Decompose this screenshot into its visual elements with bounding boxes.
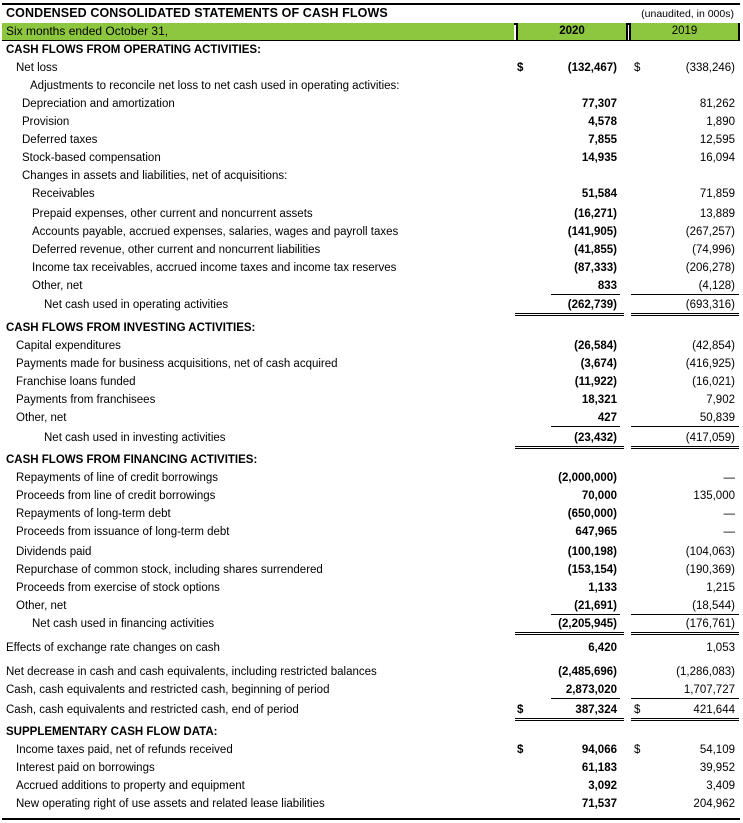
value-2019: 135,000 <box>693 490 735 502</box>
value-2019: 7,902 <box>706 394 735 406</box>
line-item-label: Depreciation and amortization <box>22 98 175 110</box>
line-item-row <box>0 185 743 203</box>
currency-symbol-2019: $ <box>634 744 641 756</box>
value-2019: 54,109 <box>699 744 735 756</box>
value-2019: (4,128) <box>698 280 735 292</box>
line-item-row <box>0 663 743 681</box>
line-item-label: New operating right of use assets and related lease liabilities <box>16 798 325 810</box>
line-item-row <box>0 337 743 355</box>
currency-symbol-2020: $ <box>517 704 524 716</box>
line-item-row <box>0 113 743 131</box>
value-2020: 387,324 <box>575 704 617 716</box>
line-item-row <box>0 561 743 579</box>
value-2019: 16,094 <box>699 152 735 164</box>
value-2020: (2,485,696) <box>558 666 617 678</box>
line-item-row <box>0 131 743 149</box>
value-2020: (141,905) <box>567 226 617 238</box>
period-label: Six months ended October 31, <box>6 24 169 38</box>
value-2020: 18,321 <box>581 394 617 406</box>
value-2020: (262,739) <box>567 299 617 311</box>
line-item-row <box>0 795 743 813</box>
line-item-label: Repayments of long-term debt <box>16 508 171 520</box>
line-item-row <box>0 277 743 295</box>
value-2019: (176,761) <box>685 618 735 630</box>
line-item-label: Payments from franchisees <box>16 394 156 406</box>
value-2019: — <box>723 472 735 484</box>
value-2019: (206,278) <box>685 262 735 274</box>
line-item-label: Deferred revenue, other current and noncurrent liabilities <box>32 244 321 256</box>
value-2020: (2,205,945) <box>558 618 617 630</box>
value-2020: (21,691) <box>574 600 617 612</box>
period-header <box>2 23 514 40</box>
total-double-rule-2019 <box>631 632 739 635</box>
line-item-row <box>0 59 743 77</box>
line-item-row <box>0 681 743 699</box>
value-2020: 3,092 <box>588 780 617 792</box>
total-double-rule-2020 <box>515 446 624 449</box>
value-2020: (132,467) <box>567 62 617 74</box>
line-item-row <box>0 391 743 409</box>
subtotal-rule-2019 <box>631 426 739 427</box>
section-heading-row <box>0 319 743 337</box>
line-item-label: Changes in assets and liabilities, net of acquisitions: <box>22 170 288 182</box>
section-heading-row <box>0 451 743 469</box>
subtotal-rule-2019 <box>631 698 739 699</box>
value-2020: 1,133 <box>588 582 617 594</box>
value-2019: 81,262 <box>699 98 735 110</box>
value-2019: 13,889 <box>699 208 735 220</box>
column-header-row <box>2 23 740 40</box>
line-item-row <box>0 543 743 561</box>
subtotal-rule-2020 <box>551 294 620 295</box>
line-item-row <box>0 259 743 277</box>
value-2020: 6,420 <box>588 642 617 654</box>
title-bar <box>2 3 740 25</box>
value-2019: (416,925) <box>685 358 735 370</box>
value-2019: (417,059) <box>685 432 735 444</box>
line-item-row <box>0 95 743 113</box>
line-item-row <box>0 429 743 447</box>
value-2020: 4,578 <box>588 116 617 128</box>
value-2019: (267,257) <box>685 226 735 238</box>
value-2019: (338,246) <box>685 62 735 74</box>
total-double-rule-2020 <box>515 718 624 721</box>
value-2020: 14,935 <box>581 152 617 164</box>
value-2019: — <box>723 526 735 538</box>
value-2020: 77,307 <box>581 98 617 110</box>
line-item-label: Proceeds from exercise of stock options <box>16 582 220 594</box>
value-2019: 421,644 <box>693 704 735 716</box>
line-item-label: Net decrease in cash and cash equivalents, including restricted balances <box>6 666 377 678</box>
line-item-row <box>0 77 743 95</box>
section-heading: CASH FLOWS FROM INVESTING ACTIVITIES: <box>6 322 256 334</box>
line-item-label: Capital expenditures <box>16 340 121 352</box>
value-2019: (74,996) <box>692 244 735 256</box>
line-item-row <box>0 639 743 657</box>
value-2019: (18,544) <box>692 600 735 612</box>
line-item-label: Repayments of line of credit borrowings <box>16 472 218 484</box>
statement-title: CONDENSED CONSOLIDATED STATEMENTS OF CASH FLOWS <box>6 6 388 20</box>
line-item-label: Payments made for business acquisitions, net of cash acquired <box>16 358 338 370</box>
value-2019: (190,369) <box>685 564 735 576</box>
value-2019: 39,952 <box>699 762 735 774</box>
value-2019: 50,839 <box>699 412 735 424</box>
value-2020: (650,000) <box>567 508 617 520</box>
value-2019: (104,063) <box>685 546 735 558</box>
value-2020: 647,965 <box>575 526 617 538</box>
value-2019: (1,286,083) <box>676 666 735 678</box>
subtotal-rule-2020 <box>551 426 620 427</box>
line-item-label: Net loss <box>16 62 58 74</box>
column-header-2020: 2020 <box>516 23 628 40</box>
line-item-label: Accrued additions to property and equipment <box>16 780 245 792</box>
value-2020: 51,584 <box>581 188 617 200</box>
value-2019: 1,215 <box>706 582 735 594</box>
value-2019: (16,021) <box>692 376 735 388</box>
section-heading: SUPPLEMENTARY CASH FLOW DATA: <box>6 726 218 738</box>
line-item-label: Franchise loans funded <box>16 376 136 388</box>
line-item-label: Provision <box>22 116 70 128</box>
line-item-label: Dividends paid <box>16 546 92 558</box>
total-double-rule-2020 <box>515 632 624 635</box>
line-item-label: Stock-based compensation <box>22 152 161 164</box>
value-2019: 1,053 <box>706 642 735 654</box>
value-2020: (41,855) <box>574 244 617 256</box>
value-2020: 427 <box>597 412 617 424</box>
line-item-row <box>0 597 743 615</box>
currency-symbol-2020: $ <box>517 62 524 74</box>
column-header-2019: 2019 <box>629 23 740 40</box>
line-item-row <box>0 579 743 597</box>
line-item-label: Other, net <box>16 600 67 612</box>
line-item-row <box>0 505 743 523</box>
total-double-rule-2019 <box>631 718 739 721</box>
line-item-label: Prepaid expenses, other current and noncurrent assets <box>32 208 313 220</box>
value-2019: (42,854) <box>692 340 735 352</box>
value-2020: 7,855 <box>588 134 617 146</box>
line-item-label: Other, net <box>16 412 67 424</box>
line-item-label: Net cash used in investing activities <box>44 432 226 444</box>
line-item-label: Proceeds from line of credit borrowings <box>16 490 216 502</box>
line-item-row <box>0 487 743 505</box>
value-2020: (11,922) <box>574 376 617 388</box>
value-2020: 94,066 <box>581 744 617 756</box>
section-heading-row <box>0 723 743 741</box>
value-2019: 1,890 <box>706 116 735 128</box>
value-2020: 70,000 <box>581 490 617 502</box>
line-item-label: Adjustments to reconcile net loss to net cash used in operating activities: <box>30 80 400 92</box>
value-2019: (693,316) <box>685 299 735 311</box>
line-item-label: Income taxes paid, net of refunds received <box>16 744 233 756</box>
subtotal-rule-2020 <box>551 698 620 699</box>
value-2019: 12,595 <box>699 134 735 146</box>
line-item-row <box>0 296 743 314</box>
value-2020: (26,584) <box>574 340 617 352</box>
line-item-row <box>0 167 743 185</box>
line-item-label: Net cash used in financing activities <box>32 618 215 630</box>
line-item-label: Receivables <box>32 188 95 200</box>
line-item-row <box>0 409 743 427</box>
value-2020: 2,873,020 <box>565 684 617 696</box>
line-item-row <box>0 241 743 259</box>
line-item-label: Deferred taxes <box>22 134 98 146</box>
line-item-row <box>0 523 743 541</box>
value-2019: 3,409 <box>706 780 735 792</box>
unaudited-note: (unaudited, in 000s) <box>641 8 734 20</box>
section-heading: CASH FLOWS FROM OPERATING ACTIVITIES: <box>6 44 261 56</box>
total-double-rule-2019 <box>631 313 739 316</box>
currency-symbol-2020: $ <box>517 744 524 756</box>
line-item-label: Cash, cash equivalents and restricted cash, end of period <box>6 704 299 716</box>
total-double-rule-2019 <box>631 446 739 449</box>
value-2019: — <box>723 508 735 520</box>
line-item-row <box>0 355 743 373</box>
currency-symbol-2019: $ <box>634 62 641 74</box>
line-item-row <box>0 149 743 167</box>
line-item-label: Interest paid on borrowings <box>16 762 155 774</box>
section-heading-row <box>0 41 743 59</box>
currency-symbol-2019: $ <box>634 704 641 716</box>
line-item-row <box>0 777 743 795</box>
value-2020: 61,183 <box>581 762 617 774</box>
value-2020: (2,000,000) <box>558 472 617 484</box>
line-item-label: Other, net <box>32 280 83 292</box>
line-item-row <box>0 615 743 633</box>
line-item-row <box>0 469 743 487</box>
value-2019: 71,859 <box>699 188 735 200</box>
value-2020: (153,154) <box>567 564 617 576</box>
line-item-label: Accounts payable, accrued expenses, salaries, wages and payroll taxes <box>32 226 399 238</box>
line-item-row <box>0 373 743 391</box>
value-2020: (23,432) <box>574 432 617 444</box>
value-2020: (3,674) <box>580 358 617 370</box>
value-2020: 71,537 <box>581 798 617 810</box>
line-item-label: Effects of exchange rate changes on cash <box>6 642 220 654</box>
line-item-row <box>0 741 743 759</box>
value-2020: (100,198) <box>567 546 617 558</box>
line-item-label: Net cash used in operating activities <box>44 299 229 311</box>
line-item-label: Repurchase of common stock, including shares surrendered <box>16 564 323 576</box>
line-item-row <box>0 223 743 241</box>
line-item-label: Income tax receivables, accrued income taxes and income tax reserves <box>32 262 397 274</box>
value-2020: (16,271) <box>574 208 617 220</box>
line-item-row <box>0 205 743 223</box>
total-double-rule-2020 <box>515 313 624 316</box>
value-2020: 833 <box>597 280 617 292</box>
value-2019: 1,707,727 <box>683 684 735 696</box>
value-2019: 204,962 <box>693 798 735 810</box>
line-item-label: Cash, cash equivalents and restricted cash, beginning of period <box>6 684 330 696</box>
subtotal-rule-2019 <box>631 294 739 295</box>
line-item-row <box>0 759 743 777</box>
bottom-rule <box>2 818 740 820</box>
section-heading: CASH FLOWS FROM FINANCING ACTIVITIES: <box>6 454 258 466</box>
value-2020: (87,333) <box>574 262 617 274</box>
line-item-row <box>0 701 743 719</box>
line-item-label: Proceeds from issuance of long-term debt <box>16 526 230 538</box>
